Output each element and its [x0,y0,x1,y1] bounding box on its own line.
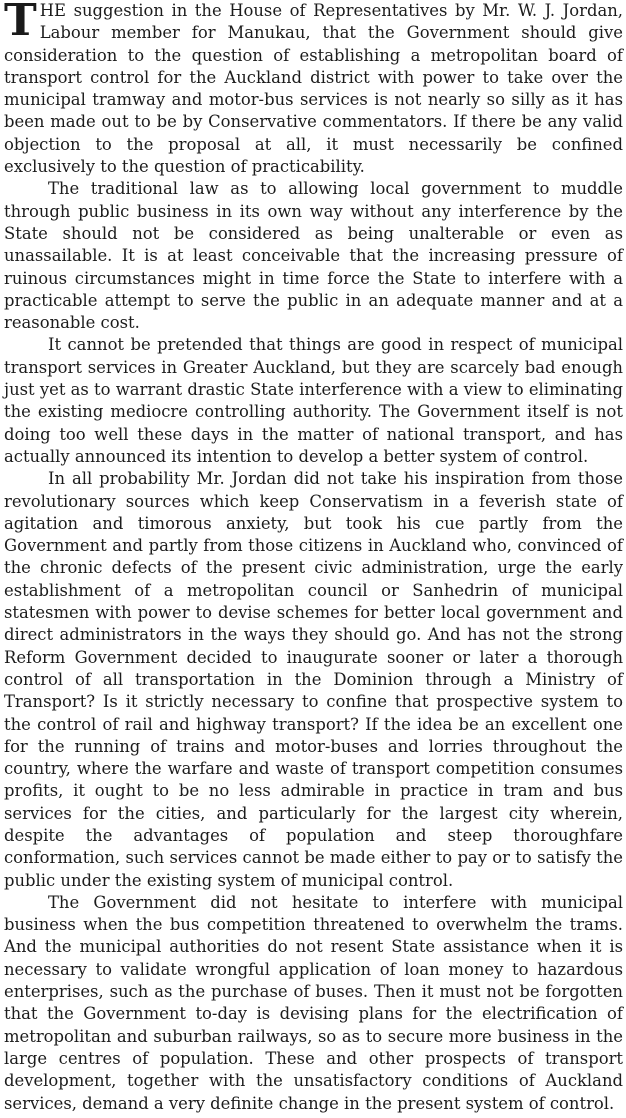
paragraph-4: In all probability Mr. Jordan did not take his inspiration from those revolutionary sources which keep Conservatism in a feverish state of agitation and timorous anxiety, but took his cue partly from the Government and partly from those citizens in Auckland who, convinced of the chronic defects of the present civic administration, urge the early establishment of a metropolitan council or Sanhedrin of municipal statesmen with power to devise schemes for better local government and direct administrators in the ways they should go. And has not the strong Reform Government decided to inaugurate sooner or later a thorough control of all transportation in the Dominion through a Ministry of Transport? Is it strictly necessary to confine that prospective system to the control of rail and highway transport? If the idea be an excellent one for the running of trains and motor-buses and lorries throughout the country, where the warfare and waste of transport competition consumes profits, it ought to be no less admirable in practice in tram and bus services for the cities, and particularly for the largest city wherein, despite the advantages of population and steep thoroughfare conformation, such services cannot be made either to pay or to satisfy the public under the existing system of municipal control. [4,469,623,890]
drop-cap: T [4,0,37,46]
article-column [4,0,623,1115]
paragraph-5: The Government did not hesitate to interfere with municipal business when the bus competition threatened to overwhelm the trams. And the municipal authorities do not resent State assistance when it is necessary to validate wrongful application of loan money to hazardous enterprises, such as the purchase of buses. Then it must not be forgotten that the Government to-day is devising plans for the electrification of metropolitan and suburban railways, so as to secure more business in the large centres of population. These and other prospects of transport development, together with the unsatisfactory conditions of Auckland services, demand a very definite change in the present system of control. [4,892,623,1113]
paragraph-2: The traditional law as to allowing local government to muddle through public business in its own way without any interference by the State should not be considered as being unalterable or even as unassailable. It is at least conceivable that the increasing pressure of ruinous circumstances might in time force the State to interfere with a practicable attempt to serve the public in an adequate manner and at a reasonable cost. [4,179,623,333]
paragraph-3: It cannot be pretended that things are good in respect of municipal transport services in Greater Auckland, but they are scarcely bad enough just yet as to warrant drastic State interference with a view to eliminating the existing mediocre controlling authority. The Government itself is not doing too well these days in the matter of national transport, and has actually announced its intention to develop a better system of control. [4,335,623,466]
paragraph-1 [4,0,623,178]
paragraph-1-text: HE suggestion in the House of Representatives by Mr. W. J. Jordan, Labour member for Manukau, that the Government should give consideration to the question of establishing a metropolitan board of transport control for the Auckland district with power to take over the municipal tramway and motor-bus services is not nearly so silly as it has been made out to be by Conservative commentators. If there be any valid objection to the proposal at all, it must necessarily be confined exclusively to the question of practicability. [4,1,623,177]
